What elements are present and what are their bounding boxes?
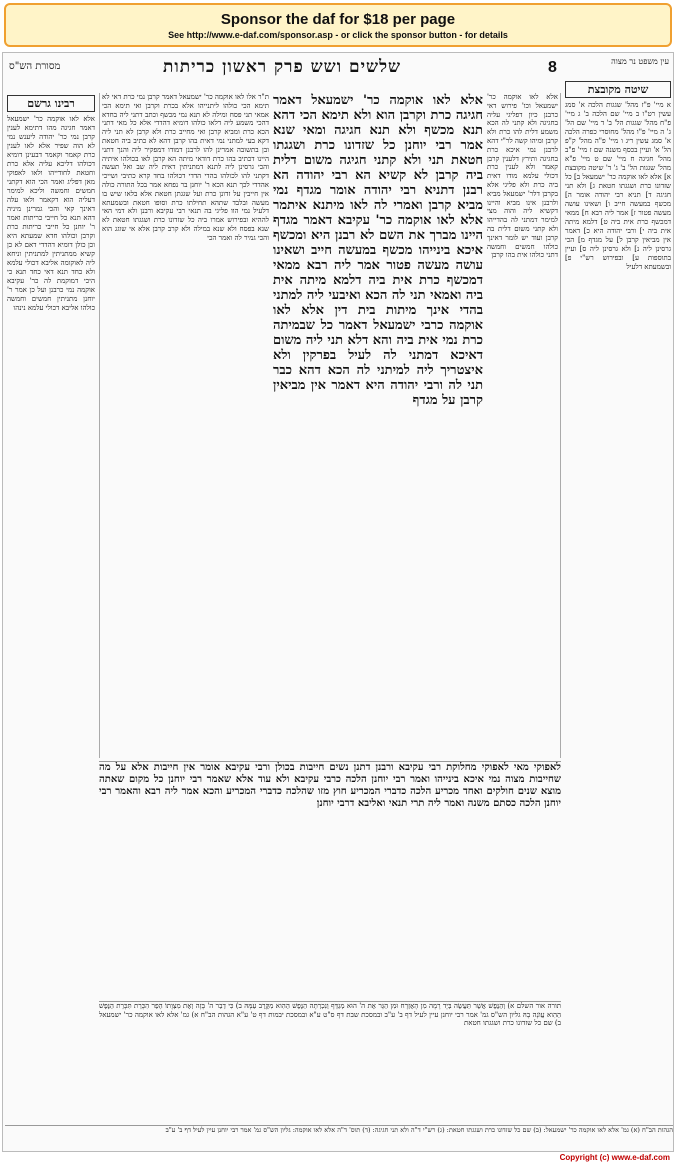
ein-mishpat-text: א מיי' פ"ז מהל' שגגות הלכה א' סמג עשין רט"ו ב מיי' שם הלכה ב' ג מיי' פ"ח מהל' שגגות הל' ב' ד מיי' שם הל' ג' ה מיי' פ"ו מהל' מחוסרי כפרה הלכה א' סמג עשין ריג ו מיי' פ"ה מהל' ק"פ הל' א' ועיין בכסף משנה שם ז מיי' פ"ב מהל' חגיגה ח מיי' שם ט מיי' פ"א מהל' שגגות הל' ב' ג' ד' שיטה מקובצת א] אלא לאו אוקמה כר' ישמעאל ב] כל שזדונו כרת ושגגתו חטאת ג] ולא תני חגיגה ד] תניא רבי יהודה אומר ה] מכשף במעשה חייב ו] ושאינו עושה מעשה פטור ז] אמר ליה רבא ח] ממאי דמכשף כרת אית ביה ט] דלמא מיתה אית ביה י] ורבי יהודה היא כ] דאמר אין מביאין קרבן ל] על מגדף מ] הכי גרסינן ליה נ] ולא גרסינן ליה ס] ועיין בתוספות ע] ובפירוש רש"י פ] ובשמעתא דלעיל [565, 101, 671, 271]
rashi-text: ת"ר אלו לאו אוקמה כר' ישמעאל דאמר קרבן נמי כרת דאי לא תימא הכי כולהו ליתנייהו אלא בכרת וקרבן ואי תימא הכי אמאי תני פסח ומילה לא תנא נמי מכשף וכתב דתני ליה בחדא דהכי משמע ליה דלאו כולהו דומיא דהדדי אלא כל מאי דתני הכא כרת ומביא קרבן ואי מחייב כרת ולא קרבן לא תני ליה דקא בעי למתני נמי דאית בהו קרבן דהא לא כתיב ביה חטאת ובן בתשובה אמרינן להו לרבנן דמודו דמפקיר ליה והנך דתני היינו דכתיב בהו כרת דודאי מיתה הא קרבן לאו בכולהו איתיה והכי גרסינן ליה לתנא דמתניתין דאית ליה שב ואל תעשה דקתני להו לכולהו בהדי הדדי דכולהו בחד קרא כתיבי ושייכי אהדדי לכך תנא הכא ר' יוחנן בר נפחא אמר בכל התורה כולה אין חייבין על זדונן כרת ועל שגגתן חטאת אלא בלאו שיש בו מעשה ובלבד שתהא תחילתו כרת וסופו חטאת ובשמעתא דלעיל נמי הוו פליגי בה תנאי רבי עקיבא ורבנן ולא דמי האי לההיא ובפירוש אמרו ביה כל שזדונו כרת ושגגתו חטאת לא שנא בפסח ולא שנא במילה ולא קרב קרבן אלא אי שוגג הוא והכי גמיר לה ואמר הכי [102, 93, 269, 242]
gemara-text: אלא לאו אוקמה כר' ישמעאל דאמר חגיגה כרת וקרבן הוא ולא תימא הכי דהא תנא מכשף ולא תנא חגיגה ומאי שנא אמר רבי יוחנן כל שזדונו כרת ושגגתו חטאת תני ולא קתני חגיגה משום דלית ביה קרבן לא קשיא הא רבי יהודה הא רבנן דתניא רבי יהודה אומר מגדף נמי מביא קרבן ואמרי לה לאו מיתנא איתמר אלא לאו אוקמה כר' עקיבא דאמר מגדף היינו מברך את השם לא רבנן היא ומכשף איכא בינייהו מכשף במעשה חייב ושאינו עושה מעשה פטור אמר ליה רבא ממאי דמכשף כרת אית ביה דלמא מיתה אית ביה ואמאי תני לה הכא ואיבעי ליה למתני בהדי אינך מיתות בית דין אלא לאו אוקמה כרבי ישמעאל דאמר כל שבמיתה כרת נמי אית ביה והא דלא תני ליה משום דאיכא דמתני לה לעיל בפרקין ולא איצטריך ליה למיתני לה הכא דהא כבר תני לה ורבי יהודה היא דאמר אין מביאין קרבן על מגדף [273, 93, 483, 408]
torah-or-notes [99, 1001, 561, 1121]
gemara-continuation [99, 761, 561, 997]
header-masoret: מסורת הש"ס [9, 61, 61, 72]
tosafot-column [487, 93, 561, 758]
copyright-link[interactable]: Copyright (c) www.e-daf.com [559, 1153, 670, 1162]
sponsor-title: Sponsor the daf for $18 per page [220, 11, 456, 28]
torah-or-notes-text: תורה אור השלם א) וְהַנֶּפֶשׁ אֲשֶׁר תַּעֲשֶׂה בְּיָד רָמָה מִן הָאֶזְרָח וּמִן הַגֵּר אֶת ה' הוּא מְגַדֵּף וְנִכְרְתָה הַנֶּפֶשׁ הַהִוא מִקֶּרֶב עַמָּהּ ב) כִּי דְבַר ה' בָּזָה וְאֶת מִצְוָתוֹ הֵפַר הִכָּרֵת תִּכָּרֵת הַנֶּפֶשׁ הַהִוא עֲוֺנָה בָהּ גליון הש"ס גמ' אמר רבי יוחנן עיין לעיל דף ב' ע"ב ובמסכת שבת דף ס"ט ע"א ובמסכת יבמות דף ט' ע"א הגהות הב"ח א) גמ' אלא לאו אוקמה כר' ישמעאל ב) שם כל שזדונו כרת ושגגתו חטאת [99, 1002, 561, 1027]
gemara-column [273, 93, 483, 758]
sponsor-subtitle: See http://www.e-daf.com/sponsor.asp - or click the sponsor button - for details [168, 30, 508, 40]
footer-text: הגהות הב"ח (א) גמ' אלא לאו אוקמה כר' ישמעאל: (ב) שם כל שזדונו כרת ושגגתו חטאת: (ג) רש"י ד"ה ולא תני חגיגה: (ד) תוס' ד"ה אלא לאו אוקמה: גליון הש"ס גמ' אמר רבי יוחנן עיין לעיל דף ב' ע"ב [165, 1126, 673, 1134]
shita-mekubetzet-label: שיטה מקובצת [565, 81, 671, 98]
talmud-page [2, 52, 674, 1152]
rabbeinu-gershom-text: אלא לאו אוקמה כר' ישמעאל דאמר חגיגה מהו דתימא לענין קרבן נמי כר' יהודה ליענש נמי לא הוה שפיר אלא לאו לענין כרת קאמר וקאמר דבעינן דומיא דכולהו דליכא עליה אלא כרת וחטאת לחודייהו ולאו לאפוקי מאן דפליג ואמר הכי הוא דקתני חמשים וחמשה וליכא למימר דעליה הוא דקאמר ולאו עלה דאינך קאי והכי גמרינן מיניה דהא תנא כל חייבי כריתות ואמר ר' יוחנן כל חייבי כריתות כרת וקרבן וכולהו חדא שמעתא היא וכן כולן דומיא דהדדי דאם לא כן קשיא ממתניתין למתניתין וניחא ליה לאוקומה אליבא דכולי עלמא ולא כחד תנא דאי כחד תנא כי היכי דמוקמת לה כר' עקיבא אוקמה נמי כרבנן ועל כן אמר ר' יוחנן מתניתין חמשים וחמשה כולהו אליבא דכולי עלמא נינהו [7, 115, 95, 312]
rashi-column [99, 93, 269, 758]
rabbeinu-gershom-label: רבינו גרשם [7, 95, 95, 112]
page-title: שלשים ושש פרק ראשון כריתות [163, 57, 402, 77]
rabbeinu-gershom-column [7, 93, 95, 998]
tosafot-text: אלא לאו אוקמה כר' ישמעאל וכו' פירוש דאי כרבנן כיון דפליגי עליה בחגיגה ולא קתני לה הכא משמע דלית להו כרת ולא קרבן ומיהו קשה לר"י דהא לרבנן נמי איכא כרת בחגיגה ותירץ דלענין קרבן קאמר ולא לענין כרת דכולי עלמא מודו דאית ביה כרת ולא פליגי אלא בקרבן דלר' ישמעאל מביא ולרבנן אינו מביא והיינו דקשיא ליה והוה מצי למימר דמתני לה בהדייהו ולא קתני משום דלית בה קרבן ועוד יש לומר דאינך כולהו חמשים וחמשה דתני כולהו אית בהו קרבן [487, 93, 558, 260]
page-footer [5, 1125, 673, 1149]
gemara-continuation-text: לאפוקי מאי לאפוקי מחלוקת רבי עקיבא ורבנן דתנן נשים חייבות בכולן ורבי עקיבא אומר אין חייבות אלא על מה שחייבות מצוה נמי איכא בינייהו ואמר רבי יוחנן הלכה כרבי עקיבא ולא עוד אלא שאמר רבי יוחנן כל מקום שאתה מוצא שנים חולקים ואחד מכריע הלכה כדברי המכריע חוץ מזו שהלכה כדברי המכריע והכא אמר ליה רבא והאמר רבי יוחנן הלכה כסתם משנה ואמר ליה תרי תנאי ואליבא דרבי יוחנן [99, 762, 561, 809]
header-ein-mishpat: עין משפט נר מצוה [611, 57, 669, 66]
page-number: 8 [548, 59, 557, 76]
sponsor-banner[interactable] [4, 3, 672, 47]
ein-mishpat-column [565, 79, 671, 1079]
